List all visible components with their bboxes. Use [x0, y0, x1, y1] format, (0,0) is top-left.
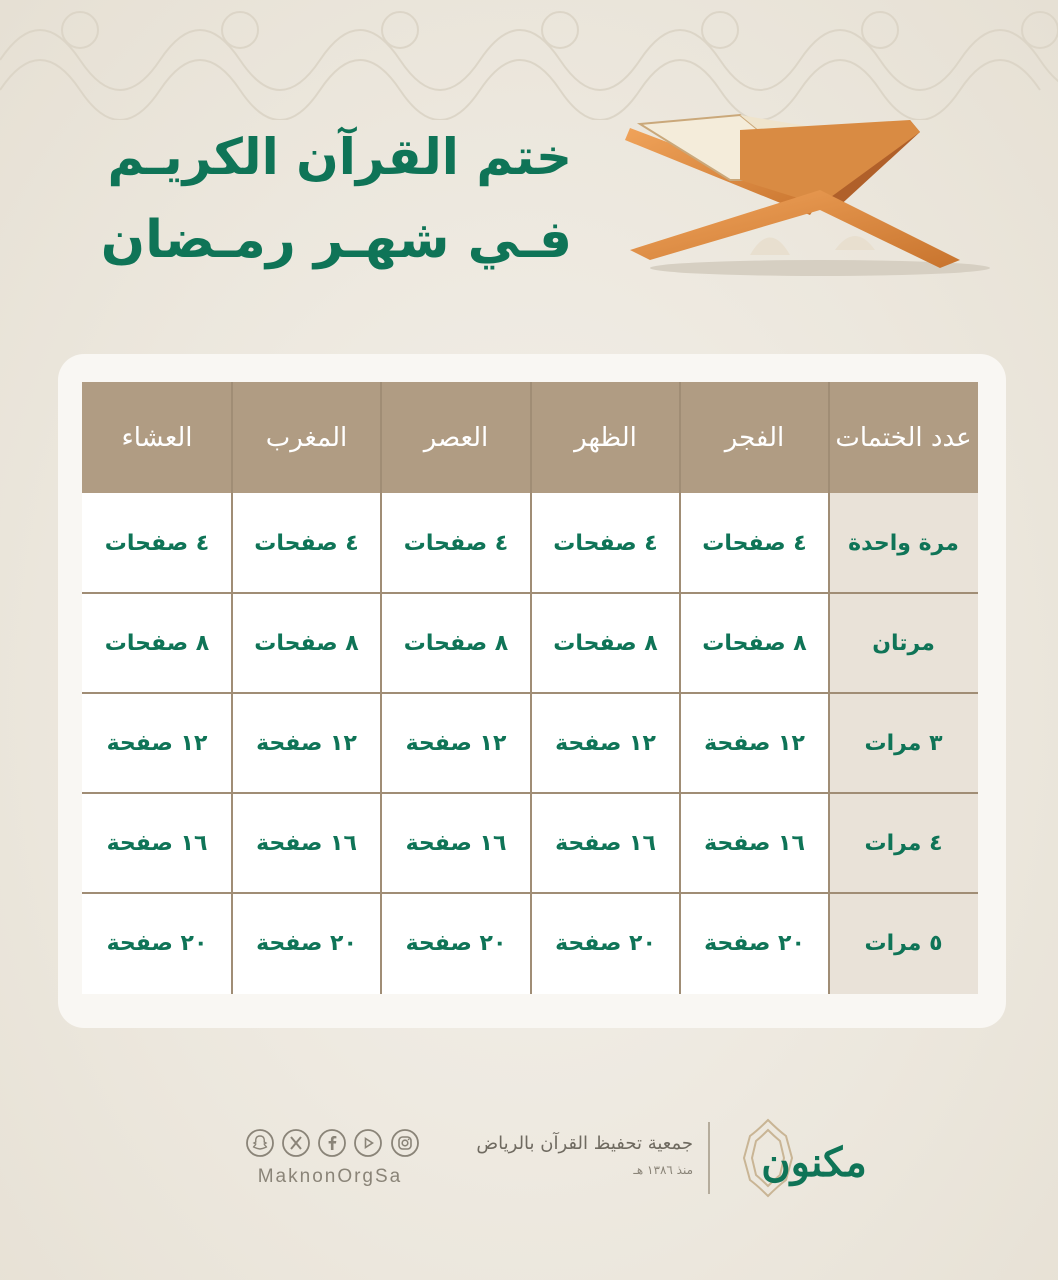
social-handle[interactable]: MaknonOrgSa	[257, 1166, 403, 1187]
table-cell: ٤ صفحات	[82, 493, 232, 593]
table-cell: ٤ صفحات	[381, 493, 531, 593]
table-cell: ٨ صفحات	[381, 593, 531, 693]
x-icon[interactable]	[281, 1128, 311, 1158]
table-cell: ١٦ صفحة	[531, 793, 680, 893]
table-cell: ٢٠ صفحة	[232, 893, 381, 994]
quran-stand-icon	[620, 110, 1000, 280]
svg-text:مكنون: مكنون	[761, 1139, 867, 1186]
header-khatmat-count: عدد الختمات	[829, 382, 978, 493]
table-cell: ١٢ صفحة	[82, 693, 232, 793]
table-cell: ١٦ صفحة	[381, 793, 531, 893]
header-dhuhr: الظهر	[531, 382, 680, 493]
table-divider	[82, 792, 978, 794]
youtube-icon[interactable]	[353, 1128, 383, 1158]
header-asr: العصر	[381, 382, 531, 493]
schedule-table	[82, 382, 978, 994]
row-label: ٣ مرات	[829, 693, 978, 793]
facebook-icon[interactable]	[317, 1128, 347, 1158]
table-cell: ١٢ صفحة	[232, 693, 381, 793]
header-maghrib: المغرب	[232, 382, 381, 493]
table-divider	[679, 382, 681, 994]
footer-divider	[708, 1122, 710, 1194]
page-title-line-1: ختم القرآن الكريـم	[107, 128, 572, 186]
table-cell: ١٦ صفحة	[82, 793, 232, 893]
table-cell: ٤ صفحات	[680, 493, 829, 593]
row-label: ٥ مرات	[829, 893, 978, 994]
page-title-line-2: فـي شهـر رمـضان	[100, 210, 572, 270]
table-cell: ٢٠ صفحة	[381, 893, 531, 994]
table-cell: ٢٠ صفحة	[531, 893, 680, 994]
organization-name: جمعية تحفيظ القرآن بالرياض	[476, 1133, 693, 1154]
table-cell: ١٢ صفحة	[531, 693, 680, 793]
table-cell: ٨ صفحات	[82, 593, 232, 693]
table-cell: ٢٠ صفحة	[680, 893, 829, 994]
table-cell: ١٦ صفحة	[680, 793, 829, 893]
table-cell: ١٢ صفحة	[381, 693, 531, 793]
table-divider	[82, 692, 978, 694]
table-cell: ١٦ صفحة	[232, 793, 381, 893]
decorative-pattern	[0, 0, 1058, 120]
table-divider	[82, 592, 978, 594]
organization-since: منذ ١٣٨٦ هـ	[633, 1163, 693, 1177]
table-divider	[530, 382, 532, 994]
table-divider	[231, 382, 233, 994]
row-label: مرة واحدة	[829, 493, 978, 593]
snapchat-icon[interactable]	[245, 1128, 275, 1158]
table-cell: ٢٠ صفحة	[82, 893, 232, 994]
header-isha: العشاء	[82, 382, 232, 493]
instagram-icon[interactable]	[390, 1128, 420, 1158]
table-divider	[82, 892, 978, 894]
table-cell: ٨ صفحات	[680, 593, 829, 693]
table-cell: ١٢ صفحة	[680, 693, 829, 793]
table-divider	[828, 382, 830, 994]
maknon-logo	[728, 1108, 868, 1208]
table-divider	[380, 382, 382, 994]
row-label: ٤ مرات	[829, 793, 978, 893]
table-cell: ٨ صفحات	[531, 593, 680, 693]
table-cell: ٤ صفحات	[531, 493, 680, 593]
row-label: مرتان	[829, 593, 978, 693]
header-fajr: الفجر	[680, 382, 829, 493]
table-cell: ٨ صفحات	[232, 593, 381, 693]
table-cell: ٤ صفحات	[232, 493, 381, 593]
